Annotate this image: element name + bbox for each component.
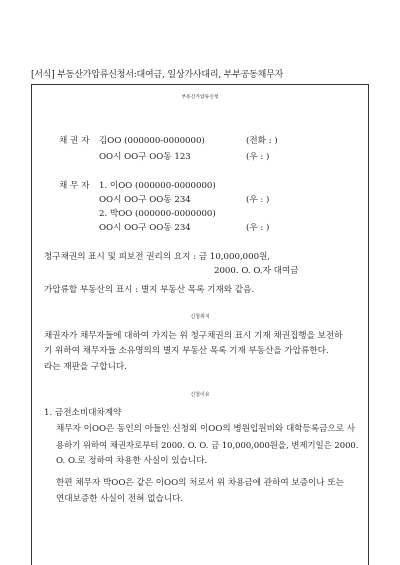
debtor-1-zip: (우 : ) (246, 195, 270, 205)
purpose-line-3: 라는 재판을 구합니다. (44, 362, 127, 372)
debtor-label: 채 무 자 (59, 181, 90, 191)
reason-item-1: 1. 금전소비대차계약 (44, 408, 122, 418)
creditor-address: OO시 OO구 OO동 123 (99, 152, 191, 162)
debtor-2-name: 2. 박OO (000000-0000000) (99, 209, 216, 219)
document-frame (31, 84, 369, 565)
reason-p2-line-2: 연대보증한 사실이 전혀 없습니다. (56, 494, 184, 504)
claim-line-2: 2000. O. O.자 대여금 (214, 266, 299, 276)
creditor-name: 김OO (000000-0000000) (99, 136, 205, 146)
debtor-2-zip: (우 : ) (246, 223, 270, 233)
debtor-2-address: OO시 OO구 OO동 234 (99, 223, 191, 233)
debtor-1-address: OO시 OO구 OO동 234 (99, 195, 191, 205)
creditor-phone: (전화 : ) (246, 136, 278, 146)
reason-p1-line-1: 채무자 이OO은 동인의 아들인 신청외 이OO의 병원입원비와 대학등록금으로 사 (56, 424, 356, 434)
creditor-zip: (우 : ) (246, 152, 270, 162)
form-caption: [서식] 부동산가압류신청서:대여금, 일상가사대리, 부부공동채무자 (31, 70, 284, 80)
debtor-1-name: 1. 이OO (000000-0000000) (99, 181, 216, 191)
purpose-heading: 신청취지 (190, 314, 210, 320)
creditor-label: 채 권 자 (59, 136, 90, 146)
reason-heading: 신청이유 (190, 392, 210, 398)
claim-line-1: 청구채권의 표시 및 피보전 권리의 요지 : 금 10,000,000원, (44, 252, 271, 262)
reason-p1-line-2: 용하기 위하여 채권자로부터 2000. O. O. 금 10,000,000원을, 변제기일은 2000. (56, 440, 359, 450)
reason-p1-line-3: O. O.로 정하여 차용한 사실이 있습니다. (56, 456, 208, 466)
document-title: 부동산가압류신청 (181, 95, 219, 100)
property-line: 가압류할 부동산의 표시 : 별지 부동산 목록 기재와 같음. (44, 285, 255, 295)
purpose-line-1: 채권자가 채무자들에 대하여 가지는 위 청구채권의 표시 기재 채권집행을 보전하 (44, 331, 343, 341)
reason-p2-line-1: 한편 채무자 박OO은 같은 이OO의 처로서 위 차용금에 관하여 보증이나 또는 (56, 478, 344, 488)
purpose-line-2: 기 위하여 채무자들 소유명의의 별지 부동산 목록 기재 부동산을 가압류한다. (44, 346, 329, 356)
